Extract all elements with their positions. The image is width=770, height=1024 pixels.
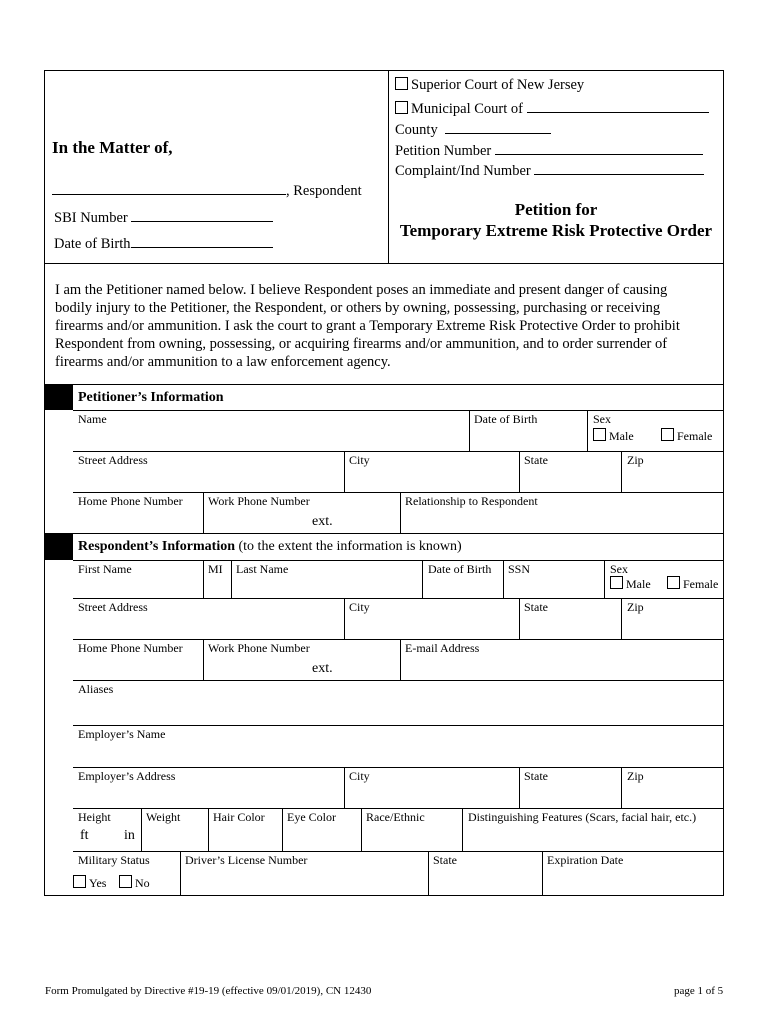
pet-city-label: City bbox=[349, 453, 370, 467]
doc-title-line1: Petition for bbox=[514, 200, 598, 219]
matter-label: In the Matter of, bbox=[52, 138, 173, 157]
petition-number-field[interactable] bbox=[495, 140, 703, 155]
county-field[interactable] bbox=[445, 119, 551, 134]
resp-sex-label: Sex bbox=[610, 562, 628, 576]
dob-field[interactable] bbox=[131, 233, 273, 248]
resp-street-label: Street Address bbox=[78, 600, 148, 614]
resp-first-name-label: First Name bbox=[78, 562, 132, 576]
doc-title-line2: Temporary Extreme Risk Protective Order bbox=[399, 221, 713, 240]
pet-female-option[interactable]: Female bbox=[661, 428, 712, 443]
resp-male-checkbox[interactable] bbox=[610, 576, 623, 589]
resp-ext-label: ext. bbox=[312, 661, 333, 676]
resp-hair-label: Hair Color bbox=[213, 810, 265, 824]
respondent-name-field[interactable] bbox=[52, 180, 286, 195]
resp-aliases-label: Aliases bbox=[78, 682, 114, 696]
municipal-court-checkbox[interactable] bbox=[395, 101, 408, 114]
resp-license-label: Driver’s License Number bbox=[185, 853, 308, 867]
resp-male-option[interactable]: Male bbox=[610, 576, 651, 591]
header-bottom-rule bbox=[44, 263, 724, 264]
resp-email-label: E-mail Address bbox=[405, 641, 480, 655]
resp-state-label: State bbox=[524, 600, 548, 614]
county-row: County bbox=[395, 119, 551, 139]
pet-dob-label: Date of Birth bbox=[474, 412, 538, 426]
resp-female-option[interactable]: Female bbox=[667, 576, 718, 591]
resp-home-phone-label: Home Phone Number bbox=[78, 641, 183, 655]
pet-male-option[interactable]: Male bbox=[593, 428, 634, 443]
resp-ft-label: ft bbox=[80, 828, 89, 843]
resp-employer-name-label: Employer’s Name bbox=[78, 727, 166, 741]
pet-street-label: Street Address bbox=[78, 453, 148, 467]
resp-race-label: Race/Ethnic bbox=[366, 810, 425, 824]
superior-court-checkbox[interactable] bbox=[395, 77, 408, 90]
complaint-row: Complaint/Ind Number bbox=[395, 160, 704, 180]
resp-last-name-label: Last Name bbox=[236, 562, 289, 576]
resp-military-no-checkbox[interactable] bbox=[119, 875, 132, 888]
resp-in-label: in bbox=[124, 828, 135, 843]
petitioner-title: Petitioner’s Information bbox=[78, 390, 224, 405]
petitioner-title-rule bbox=[73, 410, 724, 411]
resp-eye-label: Eye Color bbox=[287, 810, 336, 824]
pet-male-checkbox[interactable] bbox=[593, 428, 606, 441]
pet-zip-label: Zip bbox=[627, 453, 644, 467]
pet-state-label: State bbox=[524, 453, 548, 467]
resp-military-yes-option[interactable]: Yes bbox=[73, 875, 106, 890]
pet-work-phone-label: Work Phone Number bbox=[208, 494, 310, 508]
resp-zip-label: Zip bbox=[627, 600, 644, 614]
resp-emp-city-label: City bbox=[349, 769, 370, 783]
petitioner-section-bar bbox=[45, 384, 73, 410]
dob-row: Date of Birth bbox=[54, 233, 273, 253]
resp-ssn-label: SSN bbox=[508, 562, 531, 576]
resp-height-label: Height bbox=[78, 810, 111, 824]
pet-name-label: Name bbox=[78, 412, 107, 426]
resp-city-label: City bbox=[349, 600, 370, 614]
resp-expiration-label: Expiration Date bbox=[547, 853, 624, 867]
respondent-subtitle: (to the extent the information is known) bbox=[238, 539, 462, 554]
resp-lic-state-label: State bbox=[433, 853, 457, 867]
footer-page-number: page 1 of 5 bbox=[674, 985, 724, 997]
resp-mi-label: MI bbox=[208, 562, 223, 576]
complaint-field[interactable] bbox=[534, 160, 704, 175]
petitioner-top-rule bbox=[44, 384, 724, 385]
resp-female-checkbox[interactable] bbox=[667, 576, 680, 589]
respondent-line: , Respondent bbox=[52, 180, 362, 200]
resp-employer-address-label: Employer’s Address bbox=[78, 769, 176, 783]
resp-emp-state-label: State bbox=[524, 769, 548, 783]
pet-home-phone-label: Home Phone Number bbox=[78, 494, 183, 508]
intro-paragraph: I am the Petitioner named below. I believe Respondent poses an immediate and present danger of causing bodily injury to the Petitioner, the Respondent, or others by owning, possessing, purchasing or receiving firearms and/or ammunition. I ask the court to grant a Temporary Extreme Risk Protective Order to prohibit Respondent from owning, possessing, or acquiring firearms and/or ammunition, and to order surrender of firearms and/or ammunition to a law enforcement agency. bbox=[55, 282, 680, 370]
municipal-court-field[interactable] bbox=[527, 98, 709, 113]
respondent-title: Respondent’s Information bbox=[78, 539, 235, 554]
resp-military-yes-checkbox[interactable] bbox=[73, 875, 86, 888]
pet-ext-label: ext. bbox=[312, 514, 333, 529]
pet-relationship-label: Relationship to Respondent bbox=[405, 494, 538, 508]
municipal-court-row: Municipal Court of bbox=[395, 98, 709, 118]
sbi-field[interactable] bbox=[131, 207, 273, 222]
resp-dob-label: Date of Birth bbox=[428, 562, 492, 576]
resp-military-label: Military Status bbox=[78, 853, 150, 867]
petition-number-row: Petition Number bbox=[395, 140, 703, 160]
resp-work-phone-label: Work Phone Number bbox=[208, 641, 310, 655]
pet-sex-label: Sex bbox=[593, 412, 611, 426]
resp-military-no-option[interactable]: No bbox=[119, 875, 150, 890]
resp-weight-label: Weight bbox=[146, 810, 181, 824]
footer-directive: Form Promulgated by Directive #19-19 (effective 09/01/2019), CN 12430 bbox=[45, 985, 372, 997]
pet-female-checkbox[interactable] bbox=[661, 428, 674, 441]
respondent-title-row bbox=[78, 539, 462, 555]
resp-emp-zip-label: Zip bbox=[627, 769, 644, 783]
respondent-section-bar bbox=[45, 533, 73, 560]
sbi-row: SBI Number bbox=[54, 207, 273, 227]
superior-court-row: Superior Court of New Jersey bbox=[395, 76, 584, 94]
resp-features-label: Distinguishing Features (Scars, facial hair, etc.) bbox=[468, 810, 697, 824]
